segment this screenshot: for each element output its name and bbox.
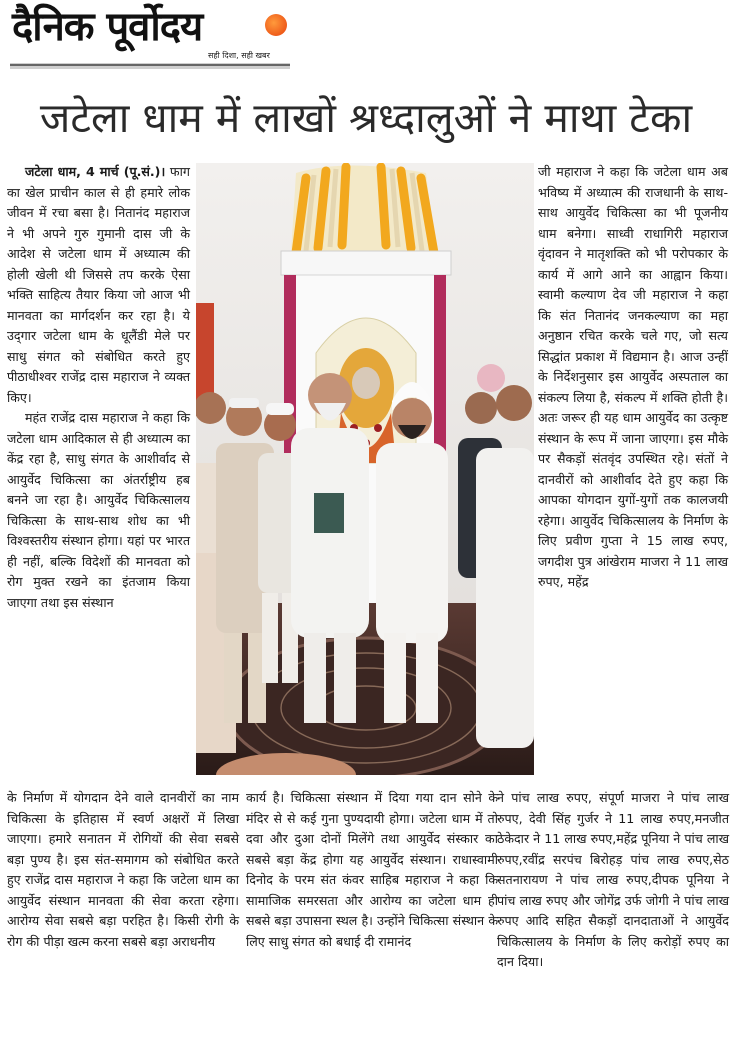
logo-sun-icon (265, 14, 287, 36)
dateline: जटेला धाम, 4 मार्च (पू.सं.)। (25, 164, 166, 179)
article-paragraph: ने पांच लाख रुपए, संपूर्ण माजरा ने पांच लाख रुपए, देवी सिंह गुर्जर ने 11 लाख रुपए,मनजीत ठेकेदार ने 11 लाख रुपए,महेंद्र पूनिया ने पांच लाख रुपए,रवींद्र सरपंच बिरोहड़ पांच लाख रुपए,सेठ सतनारायण ने पांच लाख रुपए,दीपक पूनिया ने पांच लाख रुपए और जोगेंद्र उर्फ जोगी ने पांच लाख रुपए आदि सहित सैकड़ों दानदाताओं ने आयुर्वेद चिकित्सालय के निर्माण के लिए करोड़ों रुपए का दान दिया। (497, 790, 729, 969)
article-paragraph (7, 162, 190, 408)
article-photo (196, 163, 534, 775)
newspaper-name: दैनिक पूर्वोदय (12, 4, 203, 50)
article-column-1 (7, 162, 190, 613)
newspaper-tagline: सही दिशा, सही खबर (208, 51, 270, 60)
article-column-3 (246, 788, 498, 952)
paragraph-text: फाग का खेल प्राचीन काल से ही हमारे लोक जीवन में रचा बसा है। नितानंद महाराज ने भी अपने गुरु गुमानी दास जी के आदेश से जटेला धाम में अध्यात्म की होली खेली थी जिससे तप करके ऐसा भक्ति साहित्य तैयार किया जो आज भी मानवता का मार्गदर्शन कर रहा है। ये उद्‌गार जटेला धाम के धूलैंडी मेले पर साधु संगत को संबोधित करते हुए पीठाधीश्वर राजेंद्र दास महाराज ने व्यक्त किए। (7, 164, 190, 405)
article-column-4 (538, 162, 728, 593)
photo-illustration (196, 163, 534, 775)
article-paragraph: जी महाराज ने कहा कि जटेला धाम अब भविष्य में अध्यात्म की राजधानी के साथ-साथ आयुर्वेद चिकित्सा का भी पूजनीय धाम बनेगा। साध्वी राधागिरी महाराज वृंदावन ने मातृशक्ति को भी परोपकार के कार्य में आगे आने का आह्वान किया। स्वामी कल्याण देव जी महाराज ने कहा कि संत नितानंद जनकल्याण का महा अनुष्ठान रचित करके चले गए, जो सत्य सिद्धांत प्रकाश में विद्यमान है। आज उन्हीं के निर्देशनुसार इस आयुर्वेद अस्पताल का संकल्प लिया है, संकल्प में शक्ति होती है। अतः जरूर ही यह धाम आयुर्वेद का उत्कृष्ट संस्थान के रूप में जाना जाएगा। इस मौके पर सैकड़ों संतवृंद उपस्थित रहे। संतों ने दानवीरों को आशीर्वाद देते हुए कहा कि आपका योगदान युगों-युगों तक कालजयी रहेगा। आयुर्वेद चिकित्सालय के निर्माण के लिए प्रवीण गुप्ता ने 15 लाख रुपए, जगदीश पुत्र आंखेराम माजरा ने 11 लाख रुपए, महेंद्र (538, 164, 728, 589)
article-column-2 (7, 788, 239, 952)
article-paragraph: महंत राजेंद्र दास महाराज ने कहा कि जटेला धाम आदिकाल से ही अध्यात्म का केंद्र रहा है, साधु संगत के आशीर्वाद से आयुर्वेद चिकित्सा का अंतर्राष्ट्रीय हब बनने जा रहा है। आयुर्वेद चिकित्सालय चिकित्सा के साथ-साथ शोध का भी विश्वस्तरीय संस्थान होगा। यहां पर भारत ही नहीं, बल्कि विदेशों की मानवता को रोग मुक्त रखने का इंतजाम किया जाएगा तथा इस संस्थान (7, 410, 190, 610)
article-headline: जटेला धाम में लाखों श्रध्दालुओं ने माथा टेका (39, 94, 693, 142)
article-column-5 (497, 788, 729, 973)
masthead (10, 4, 290, 72)
article-paragraph: के निर्माण में योगदान देने वाले दानवीरों का नाम चिकित्सा के इतिहास में स्वर्ण अक्षरों में लिखा जाएगा। हमारे सनातन में रोगियों की सेवा सबसे बड़ा पुण्य है। इस संत-समागम को संबोधित करते हुए राजेंद्र दास महाराज ने कहा कि जटेला धाम का आयुर्वेद संस्थान मानवता की सेवा करता रहेगा। आरोग्य सेवा सबसे बड़ा परहित है। किसी रोगी के रोग की पीड़ा खत्म करना सबसे बड़ा अराधनीय (7, 790, 239, 949)
article-paragraph: कार्य है। चिकित्सा संस्थान में दिया गया दान सोने के मंदिर से से कई गुना पुण्यदायी होगा। जटेला धाम में तो दवा और दुआ दोनों मिलेंगे तथा आयुर्वेद संस्कार का सबसे बड़ा केंद्र होगा यह आयुर्वेद संस्थान। राधास्वामी दिनोद के परम संत कंवर साहिब महाराज ने कहा कि सामाजिक समरसता और आरोग्य का जटेला धाम ही सबसे बड़ा उपासना स्थल है। उन्होंने चिकित्सा संस्थान के लिए साधु संगत को बधाई दी रामानंद (246, 790, 498, 949)
masthead-rule-line (10, 64, 290, 66)
